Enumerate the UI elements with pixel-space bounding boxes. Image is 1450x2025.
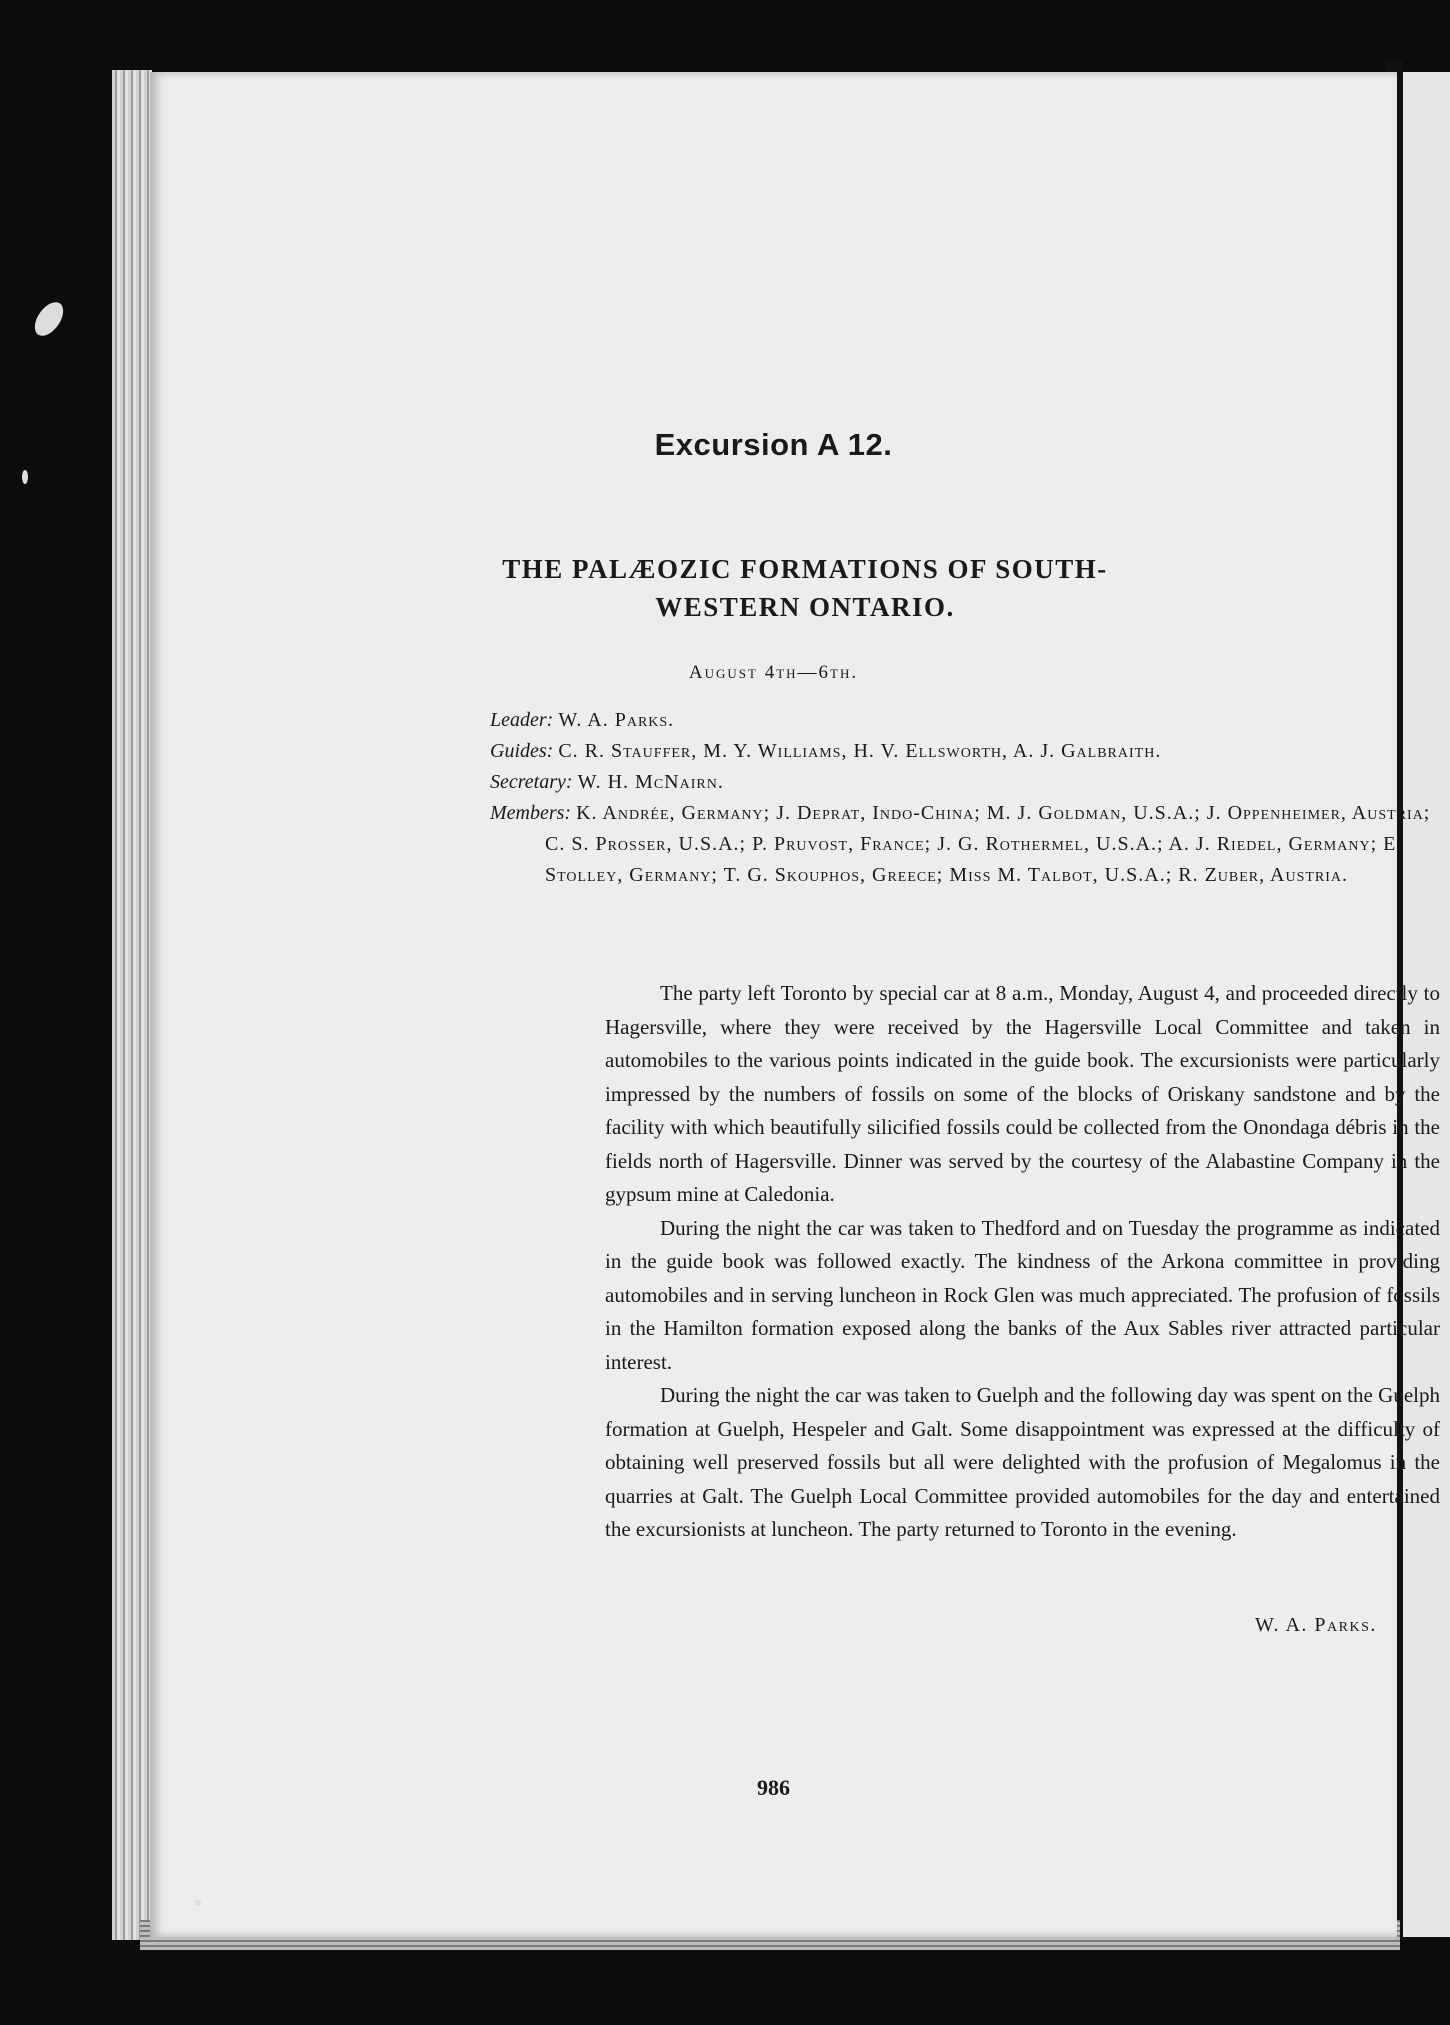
scan-speck xyxy=(29,297,69,341)
page-number: 986 xyxy=(757,1775,790,1800)
narrative-body xyxy=(605,977,1440,1547)
guides-line xyxy=(440,736,1440,767)
paragraph-2: During the night the car was taken to Thedford and on Tuesday the programme as indicated in the guide book was followed exactly. The kindness of the Arkona committee in providing automobiles and in serving luncheon in Rock Glen was much appreciated. The profusion of fossils in the Hamilton formation exposed along the banks of the Aux Sables river attracted particular interest. xyxy=(605,1215,1440,1374)
secretary-label: Secretary: xyxy=(490,771,573,793)
scan-speck xyxy=(22,470,28,484)
leader-name: W. A. Parks. xyxy=(558,709,675,731)
scan-speck xyxy=(195,1900,201,1906)
leader-label: Leader: xyxy=(490,709,554,731)
document-page xyxy=(150,72,1440,1937)
leader-line xyxy=(440,705,1440,736)
author-signature: W. A. Parks. xyxy=(1255,1614,1377,1636)
page-edge-stack xyxy=(112,70,152,1940)
excursion-dates: August 4th—6th. xyxy=(688,662,859,683)
members-line xyxy=(440,798,1440,891)
members-block xyxy=(490,798,1440,891)
paragraph-3: During the night the car was taken to Guelph and the following day was spent on the Guelph formation at Guelph, Hespeler and Galt. Some disappointment was expressed at the difficulty of obtaining well preserved fossils but all were delighted with the profusion of Megalomus in the quarries at Galt. The Guelph Local Committee provided automobiles for the day and entertained the excursionists at luncheon. The party returned to Toronto in the evening. xyxy=(605,1383,1440,1541)
main-title: THE PALÆOZIC FORMATIONS OF SOUTH-WESTERN ONTARIO. xyxy=(502,554,1108,622)
secretary-name: W. H. McNairn. xyxy=(577,771,724,793)
excursion-staff xyxy=(440,705,1440,891)
guides-names: C. R. Stauffer, M. Y. Williams, H. V. Ellsworth, A. J. Galbraith. xyxy=(558,740,1162,762)
guides-label: Guides: xyxy=(490,740,554,762)
excursion-title: Excursion A 12. xyxy=(654,427,893,462)
members-names: K. Andrée, Germany; J. Deprat, Indo-China; M. J. Goldman, U.S.A.; J. Oppenheimer, Austria; C. S. Prosser, U.S.A.; P. Pruvost, France; J. G. Rothermel, U.S.A.; A. J. Riedel, Germany; E. Stolley, Germany; T. G. Skouphos, Greece; Miss M. Talbot, U.S.A.; R. Zuber, Austria. xyxy=(545,802,1431,886)
paragraph-1: The party left Toronto by special car at 8 a.m., Monday, August 4, and proceeded directly to Hagersville, where they were received by the Hagersville Local Committee and taken in automobiles to the various points indicated in the guide book. The excursionists were particularly impressed by the numbers of fossils on some of the blocks of Oriskany sandstone and by the facility with which beautifully silicified fossils could be collected from the Onondaga débris in the fields north of Hagersville. Dinner was served by the courtesy of the Alabastine Company in the gypsum mine at Caledonia. xyxy=(605,981,1440,1206)
secretary-line xyxy=(440,767,1440,798)
members-label: Members: xyxy=(490,802,572,824)
